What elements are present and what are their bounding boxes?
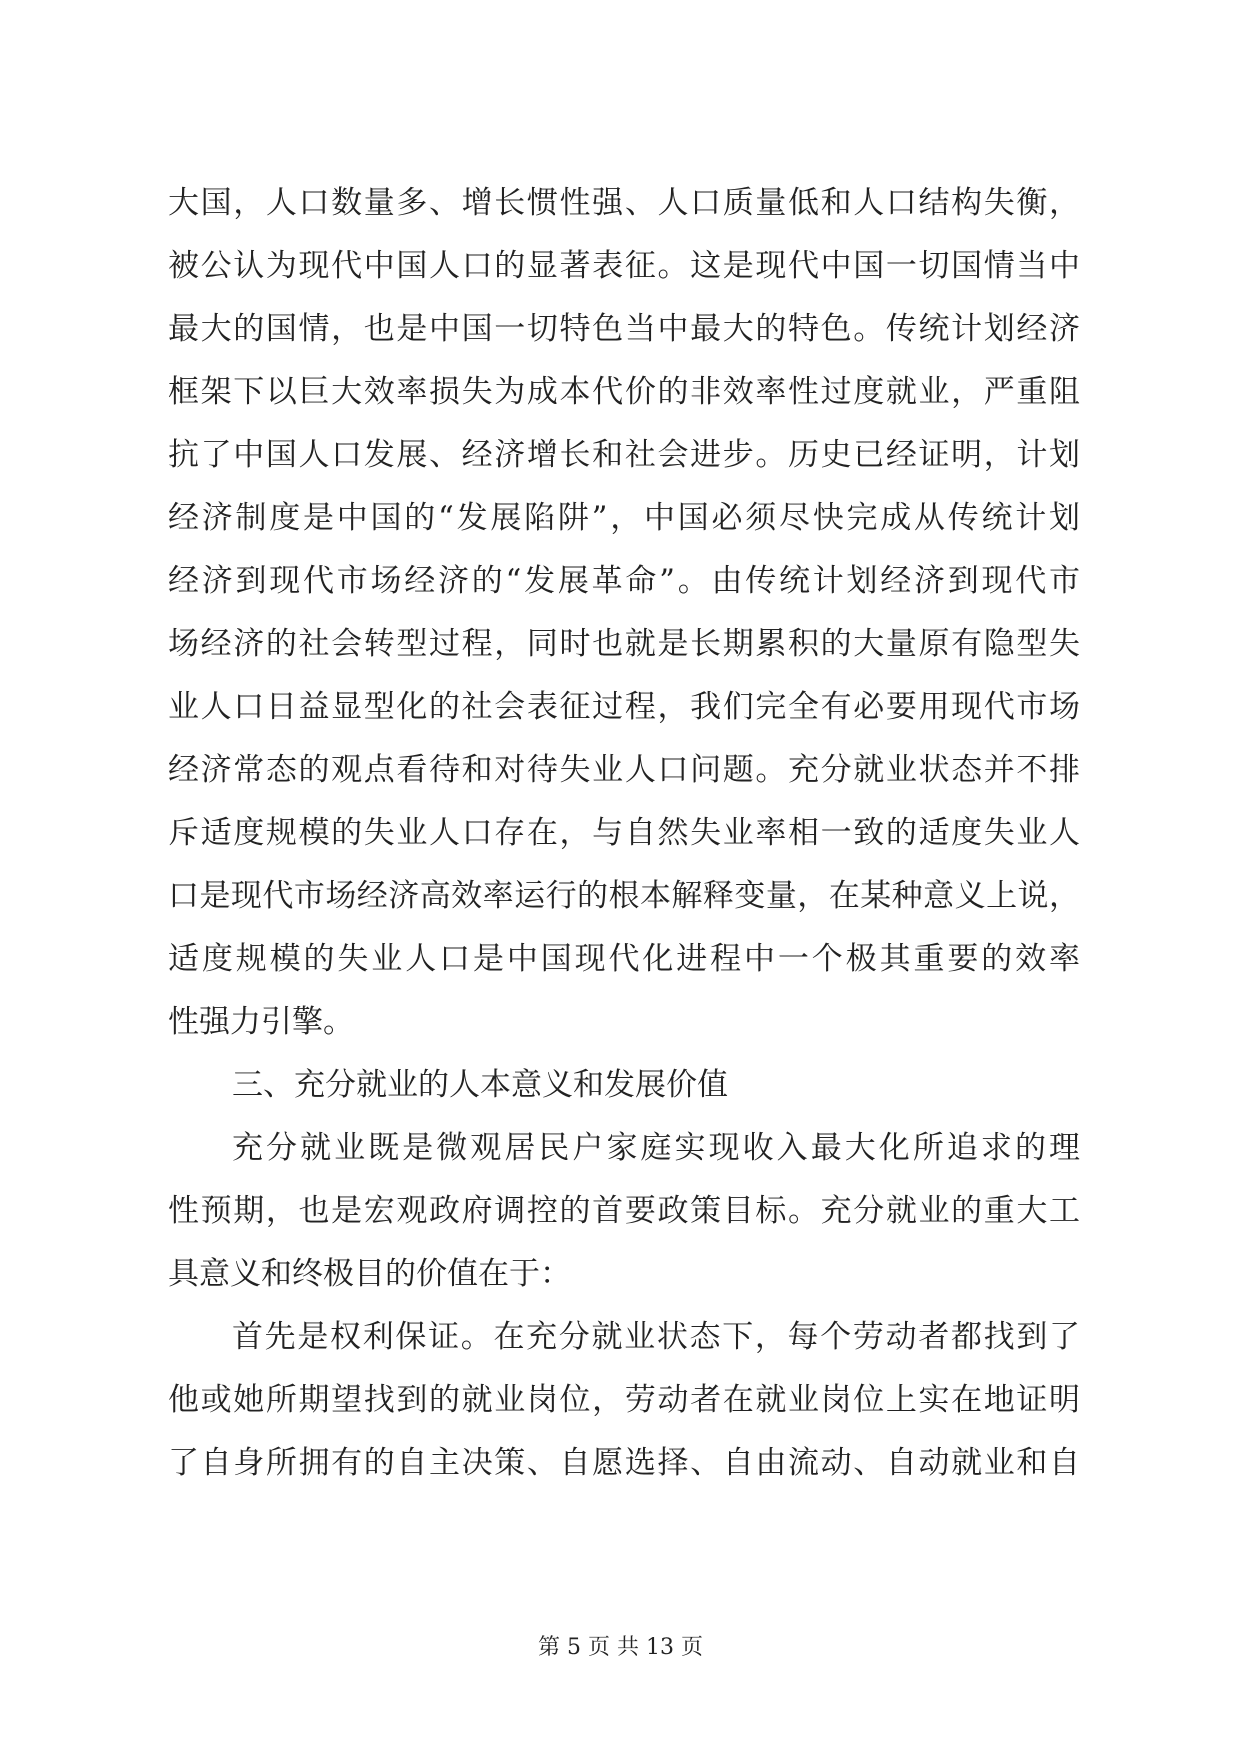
- text-line: 性预期，也是宏观政府调控的首要政策目标。充分就业的重大工: [168, 1193, 1080, 1229]
- text-line: 首先是权利保证。在充分就业状态下，每个劳动者都找到了: [232, 1319, 1080, 1355]
- text-line: 经济到现代市场经济的“发展革命”。由传统计划经济到现代市: [168, 563, 1080, 599]
- text-line: 性强力引擎。: [168, 1004, 354, 1040]
- text-line: 被公认为现代中国人口的显著表征。这是现代中国一切国情当中: [168, 248, 1080, 284]
- text-line: 他或她所期望找到的就业岗位，劳动者在就业岗位上实在地证明: [168, 1382, 1080, 1418]
- text-line: 业人口日益显型化的社会表征过程，我们完全有必要用现代市场: [168, 689, 1080, 725]
- text-line: 充分就业既是微观居民户家庭实现收入最大化所追求的理: [232, 1130, 1080, 1166]
- text-line: 框架下以巨大效率损失为成本代价的非效率性过度就业，严重阻: [168, 374, 1080, 410]
- text-line: 适度规模的失业人口是中国现代化进程中一个极其重要的效率: [168, 941, 1080, 977]
- page-number-footer: 第 5 页 共 13 页: [538, 1635, 703, 1660]
- text-line: 经济常态的观点看待和对待失业人口问题。充分就业状态并不排: [168, 752, 1080, 788]
- text-line: 经济制度是中国的“发展陷阱”，中国必须尽快完成从传统计划: [168, 500, 1080, 536]
- text-line: 大国，人口数量多、增长惯性强、人口质量低和人口结构失衡，: [168, 185, 1080, 221]
- text-line: 最大的国情，也是中国一切特色当中最大的特色。传统计划经济: [168, 311, 1080, 347]
- text-line: 抗了中国人口发展、经济增长和社会进步。历史已经证明，计划: [168, 437, 1080, 473]
- text-line: 口是现代市场经济高效率运行的根本解释变量，在某种意义上说，: [168, 878, 1080, 914]
- text-line: 具意义和终极目的价值在于：: [168, 1256, 571, 1292]
- section-heading: 三、充分就业的人本意义和发展价值: [232, 1067, 728, 1103]
- document-body: [168, 172, 1080, 1495]
- text-line: 场经济的社会转型过程，同时也就是长期累积的大量原有隐型失: [168, 626, 1080, 662]
- text-line: 斥适度规模的失业人口存在，与自然失业率相一致的适度失业人: [168, 815, 1080, 851]
- text-line: 了自身所拥有的自主决策、自愿选择、自由流动、自动就业和自: [168, 1445, 1080, 1481]
